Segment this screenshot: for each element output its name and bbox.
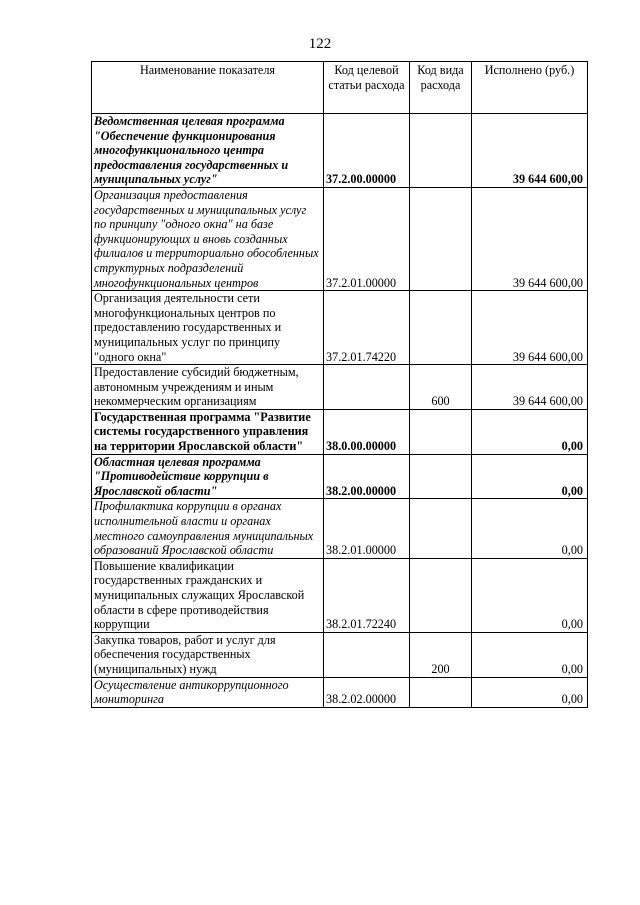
row-type-cell [410,114,472,188]
row-type-cell [410,409,472,454]
row-amount-cell: 0,00 [472,677,588,707]
row-type-cell: 600 [410,365,472,410]
table-row [92,291,588,365]
row-amount-cell: 0,00 [472,454,588,499]
row-code-cell: 38.2.01.00000 [324,499,410,558]
row-name-cell: Осуществление антикоррупционного мониторинга [92,677,324,707]
table-row [92,187,588,290]
row-amount-cell: 39 644 600,00 [472,187,588,290]
row-name-cell: Профилактика коррупции в органах исполнительной власти и органах местного самоуправления муниципальных образований Ярославской области [92,499,324,558]
table-row [92,114,588,188]
row-name-cell: Повышение квалификации государственных гражданских и муниципальных служащих Ярославской области в сфере противодействия коррупции [92,558,324,632]
header-amount: Исполнено (руб.) [472,62,588,114]
table-body [92,114,588,708]
row-code-cell [324,365,410,410]
table-row [92,558,588,632]
table-row [92,677,588,707]
table-row [92,365,588,410]
row-amount-cell: 39 644 600,00 [472,365,588,410]
row-code-cell [324,632,410,677]
row-type-cell [410,291,472,365]
table-header-row [92,62,588,114]
table-row [92,454,588,499]
header-code: Код целевой статьи расхода [324,62,410,114]
row-name-cell: Предоставление субсидий бюджетным, автономным учреждениям и иным некоммерческим организациям [92,365,324,410]
row-name-cell: Государственная программа "Развитие системы государственного управления на территории Ярославской области" [92,409,324,454]
row-code-cell: 38.2.00.00000 [324,454,410,499]
row-type-cell [410,677,472,707]
page-number: 122 [308,36,332,52]
row-amount-cell: 0,00 [472,499,588,558]
row-name-cell: Областная целевая программа "Противодействие коррупции в Ярославской области" [92,454,324,499]
budget-execution-table [91,61,588,708]
row-code-cell: 38.2.02.00000 [324,677,410,707]
row-code-cell: 37.2.01.00000 [324,187,410,290]
row-name-cell: Организация деятельности сети многофункциональных центров по предоставлению государственных и муниципальных услуг по принципу "одного окна" [92,291,324,365]
row-name-cell: Ведомственная целевая программа "Обеспечение функционирования многофункционального центра предоставления государственных и муниципальных услуг" [92,114,324,188]
row-type-cell: 200 [410,632,472,677]
row-code-cell: 37.2.01.74220 [324,291,410,365]
header-type: Код вида расхода [410,62,472,114]
row-type-cell [410,454,472,499]
row-type-cell [410,558,472,632]
row-type-cell [410,187,472,290]
row-amount-cell: 39 644 600,00 [472,114,588,188]
row-name-cell: Закупка товаров, работ и услуг для обеспечения государственных (муниципальных) нужд [92,632,324,677]
table-row [92,632,588,677]
header-name: Наименование показателя [92,62,324,114]
row-code-cell: 38.2.01.72240 [324,558,410,632]
row-name-cell: Организация предоставления государственных и муниципальных услуг по принципу "одного окна" на базе функционирующих и вновь созданных филиалов и территориально обособленных структурных подразделений многофункциональных центров [92,187,324,290]
row-amount-cell: 0,00 [472,409,588,454]
row-amount-cell: 0,00 [472,632,588,677]
row-type-cell [410,499,472,558]
row-amount-cell: 39 644 600,00 [472,291,588,365]
row-code-cell: 38.0.00.00000 [324,409,410,454]
row-amount-cell: 0,00 [472,558,588,632]
table-row [92,409,588,454]
table-row [92,499,588,558]
row-code-cell: 37.2.00.00000 [324,114,410,188]
